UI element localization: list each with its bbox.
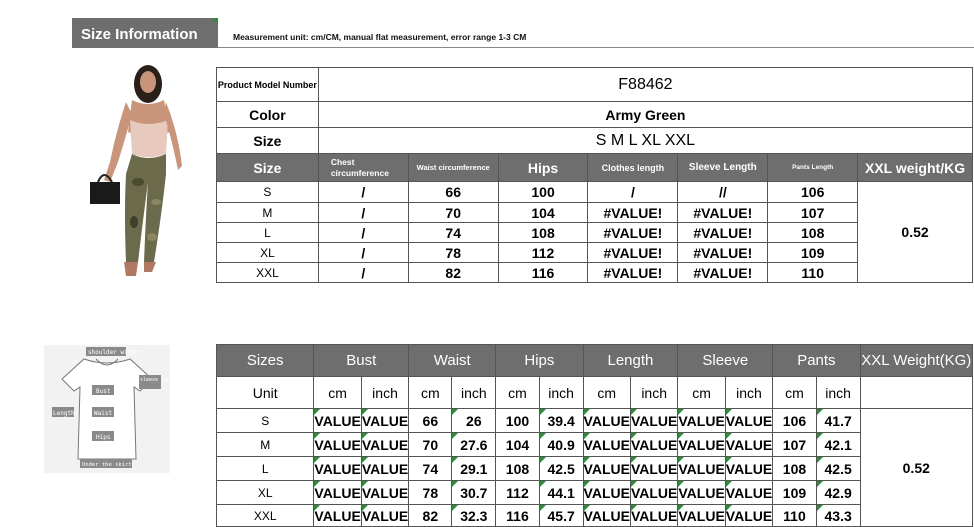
sleeve-cell: #VALUE! [678, 223, 768, 243]
col-header-pants: Pants [773, 345, 860, 377]
color-value: Army Green [318, 102, 972, 128]
hips-cm-cell: 100 [496, 409, 540, 433]
diagram-label-length: Length [53, 410, 75, 417]
hips-cell: 116 [498, 263, 588, 283]
sleeve-cm-cell: VALUE [678, 481, 725, 505]
waist-inch-cell: 26 [452, 409, 496, 433]
bust-inch-cell: VALUE [361, 481, 408, 505]
table-row [217, 182, 973, 203]
hips-cm-cell: 104 [496, 433, 540, 457]
hips-cm-cell: 116 [496, 505, 540, 527]
pants-cell: 110 [768, 263, 858, 283]
waist-cell: 66 [408, 182, 498, 203]
pants-cell: 106 [768, 182, 858, 203]
bust-inch-cell: VALUE [361, 505, 408, 527]
sleeve-cell: // [678, 182, 768, 203]
hips-cell: 100 [498, 182, 588, 203]
table-row [217, 481, 973, 505]
waist-cm-cell: 66 [409, 409, 452, 433]
sleeve-inch-cell: VALUE [725, 481, 772, 505]
size-information-label: Size Information [81, 26, 198, 43]
pants-inch-cell: 42.5 [816, 457, 860, 481]
chest-cell: / [318, 203, 408, 223]
length-cell: / [588, 182, 678, 203]
waist-cm-cell: 70 [409, 433, 452, 457]
sleeve-inch-cell: VALUE [725, 457, 772, 481]
unit-label: Unit [217, 377, 314, 409]
weight-cell: 0.52 [858, 182, 973, 283]
hips-inch-cell: 45.7 [539, 505, 583, 527]
length-cm-cell: VALUE [583, 481, 630, 505]
length-cell: #VALUE! [588, 263, 678, 283]
pants-inch-cell: 41.7 [816, 409, 860, 433]
size-cell: XXL [217, 263, 319, 283]
color-label: Color [217, 102, 319, 128]
pants-cell: 107 [768, 203, 858, 223]
col-header-pants-length: Pants Length [768, 154, 858, 182]
unit-cm: cm [583, 377, 630, 409]
size-cell: M [217, 433, 314, 457]
pants-inch-cell: 43.3 [816, 505, 860, 527]
pants-inch-cell: 42.9 [816, 481, 860, 505]
diagram-label-waist: Waist [94, 410, 113, 417]
header-divider [218, 47, 974, 48]
col-header-waist: Waist circumference [408, 154, 498, 182]
length-inch-cell: VALUE [630, 433, 677, 457]
weight-cell: 0.52 [860, 409, 972, 527]
bust-cm-cell: VALUE [314, 409, 361, 433]
unit-cm: cm [496, 377, 540, 409]
bust-inch-cell: VALUE [361, 433, 408, 457]
table-row [217, 433, 973, 457]
pants-cm-cell: 107 [773, 433, 817, 457]
pants-cell: 108 [768, 223, 858, 243]
length-inch-cell: VALUE [630, 505, 677, 527]
sleeve-inch-cell: VALUE [725, 505, 772, 527]
col-header-sleeve-length: Sleeve Length [678, 154, 768, 182]
col-header-hips: Hips [498, 154, 588, 182]
size-cell: XXL [217, 505, 314, 527]
diagram-label-bust: Bust [96, 388, 111, 395]
col-header-waist: Waist [409, 345, 496, 377]
unit-cm: cm [314, 377, 361, 409]
bust-cm-cell: VALUE [314, 505, 361, 527]
hips-inch-cell: 44.1 [539, 481, 583, 505]
size-cell: XL [217, 243, 319, 263]
hips-inch-cell: 39.4 [539, 409, 583, 433]
diagram-label-sleeve: sleeve length [140, 377, 180, 383]
chest-cell: / [318, 182, 408, 203]
size-cell: M [217, 203, 319, 223]
length-cell: #VALUE! [588, 203, 678, 223]
sleeve-inch-cell: VALUE [725, 433, 772, 457]
table-row [217, 505, 973, 527]
waist-inch-cell: 32.3 [452, 505, 496, 527]
col-header-bust: Bust [314, 345, 409, 377]
bust-inch-cell: VALUE [361, 457, 408, 481]
waist-cell: 78 [408, 243, 498, 263]
sleeve-cm-cell: VALUE [678, 409, 725, 433]
length-cm-cell: VALUE [583, 457, 630, 481]
diagram-label-under-skirt: Under the skirt [82, 462, 132, 468]
model-photo [86, 62, 190, 282]
unit-cm: cm [773, 377, 817, 409]
size-conversion-table [216, 344, 973, 527]
bust-inch-cell: VALUE [361, 409, 408, 433]
waist-cell: 82 [408, 263, 498, 283]
sleeve-inch-cell: VALUE [725, 409, 772, 433]
sizes-value: S M L XL XXL [318, 128, 972, 154]
length-cm-cell: VALUE [583, 409, 630, 433]
col-header-length: Length [583, 345, 678, 377]
unit-cm: cm [678, 377, 725, 409]
table-row [217, 457, 973, 481]
length-cm-cell: VALUE [583, 433, 630, 457]
length-cm-cell: VALUE [583, 505, 630, 527]
measurement-diagram [44, 345, 180, 473]
model-number-value: F88462 [318, 68, 972, 102]
chest-cell: / [318, 243, 408, 263]
waist-cm-cell: 82 [409, 505, 452, 527]
col-header-chest: Chest circumference [318, 154, 408, 182]
pants-cm-cell: 106 [773, 409, 817, 433]
col-header-hips: Hips [496, 345, 583, 377]
size-cell: S [217, 182, 319, 203]
diagram-label-hips: Hips [96, 434, 111, 441]
unit-inch: inch [725, 377, 772, 409]
hips-cell: 112 [498, 243, 588, 263]
pants-cm-cell: 108 [773, 457, 817, 481]
waist-inch-cell: 29.1 [452, 457, 496, 481]
pants-cm-cell: 110 [773, 505, 817, 527]
hips-inch-cell: 42.5 [539, 457, 583, 481]
unit-inch: inch [816, 377, 860, 409]
unit-inch: inch [361, 377, 408, 409]
chest-cell: / [318, 263, 408, 283]
hips-cell: 104 [498, 203, 588, 223]
sleeve-cm-cell: VALUE [678, 433, 725, 457]
product-size-table [216, 67, 973, 283]
pants-inch-cell: 42.1 [816, 433, 860, 457]
unit-inch: inch [452, 377, 496, 409]
weight-unit-blank [860, 377, 972, 409]
waist-cell: 70 [408, 203, 498, 223]
pants-cell: 109 [768, 243, 858, 263]
length-inch-cell: VALUE [630, 409, 677, 433]
waist-inch-cell: 30.7 [452, 481, 496, 505]
size-cell: L [217, 457, 314, 481]
diagram-label-shoulder: shoulder width [88, 349, 139, 356]
size-label: Size [217, 128, 319, 154]
size-information-heading [72, 18, 218, 48]
pants-cm-cell: 109 [773, 481, 817, 505]
bust-cm-cell: VALUE [314, 457, 361, 481]
length-inch-cell: VALUE [630, 457, 677, 481]
waist-cell: 74 [408, 223, 498, 243]
chest-cell: / [318, 223, 408, 243]
unit-inch: inch [630, 377, 677, 409]
table-row [217, 409, 973, 433]
col-header-sizes: Sizes [217, 345, 314, 377]
size-cell: XL [217, 481, 314, 505]
length-inch-cell: VALUE [630, 481, 677, 505]
length-cell: #VALUE! [588, 223, 678, 243]
length-cell: #VALUE! [588, 243, 678, 263]
col-header-clothes-length: Clothes length [588, 154, 678, 182]
col-header-sleeve: Sleeve [678, 345, 773, 377]
col-header-weight: XXL Weight(KG) [860, 345, 972, 377]
bust-cm-cell: VALUE [314, 433, 361, 457]
sleeve-cell: #VALUE! [678, 263, 768, 283]
size-cell: S [217, 409, 314, 433]
hips-cell: 108 [498, 223, 588, 243]
unit-cm: cm [409, 377, 452, 409]
size-cell: L [217, 223, 319, 243]
model-number-label: Product Model Number [217, 68, 319, 102]
hips-cm-cell: 112 [496, 481, 540, 505]
hips-inch-cell: 40.9 [539, 433, 583, 457]
hips-cm-cell: 108 [496, 457, 540, 481]
sleeve-cm-cell: VALUE [678, 505, 725, 527]
waist-cm-cell: 78 [409, 481, 452, 505]
measurement-note: Measurement unit: cm/CM, manual flat measurement, error range 1-3 CM [233, 32, 527, 42]
waist-inch-cell: 27.6 [452, 433, 496, 457]
sleeve-cell: #VALUE! [678, 203, 768, 223]
waist-cm-cell: 74 [409, 457, 452, 481]
bust-cm-cell: VALUE [314, 481, 361, 505]
sleeve-cell: #VALUE! [678, 243, 768, 263]
sleeve-cm-cell: VALUE [678, 457, 725, 481]
corner-marker [212, 18, 218, 24]
unit-inch: inch [539, 377, 583, 409]
col-header-size: Size [217, 154, 319, 182]
col-header-weight: XXL weight/KG [858, 154, 973, 182]
